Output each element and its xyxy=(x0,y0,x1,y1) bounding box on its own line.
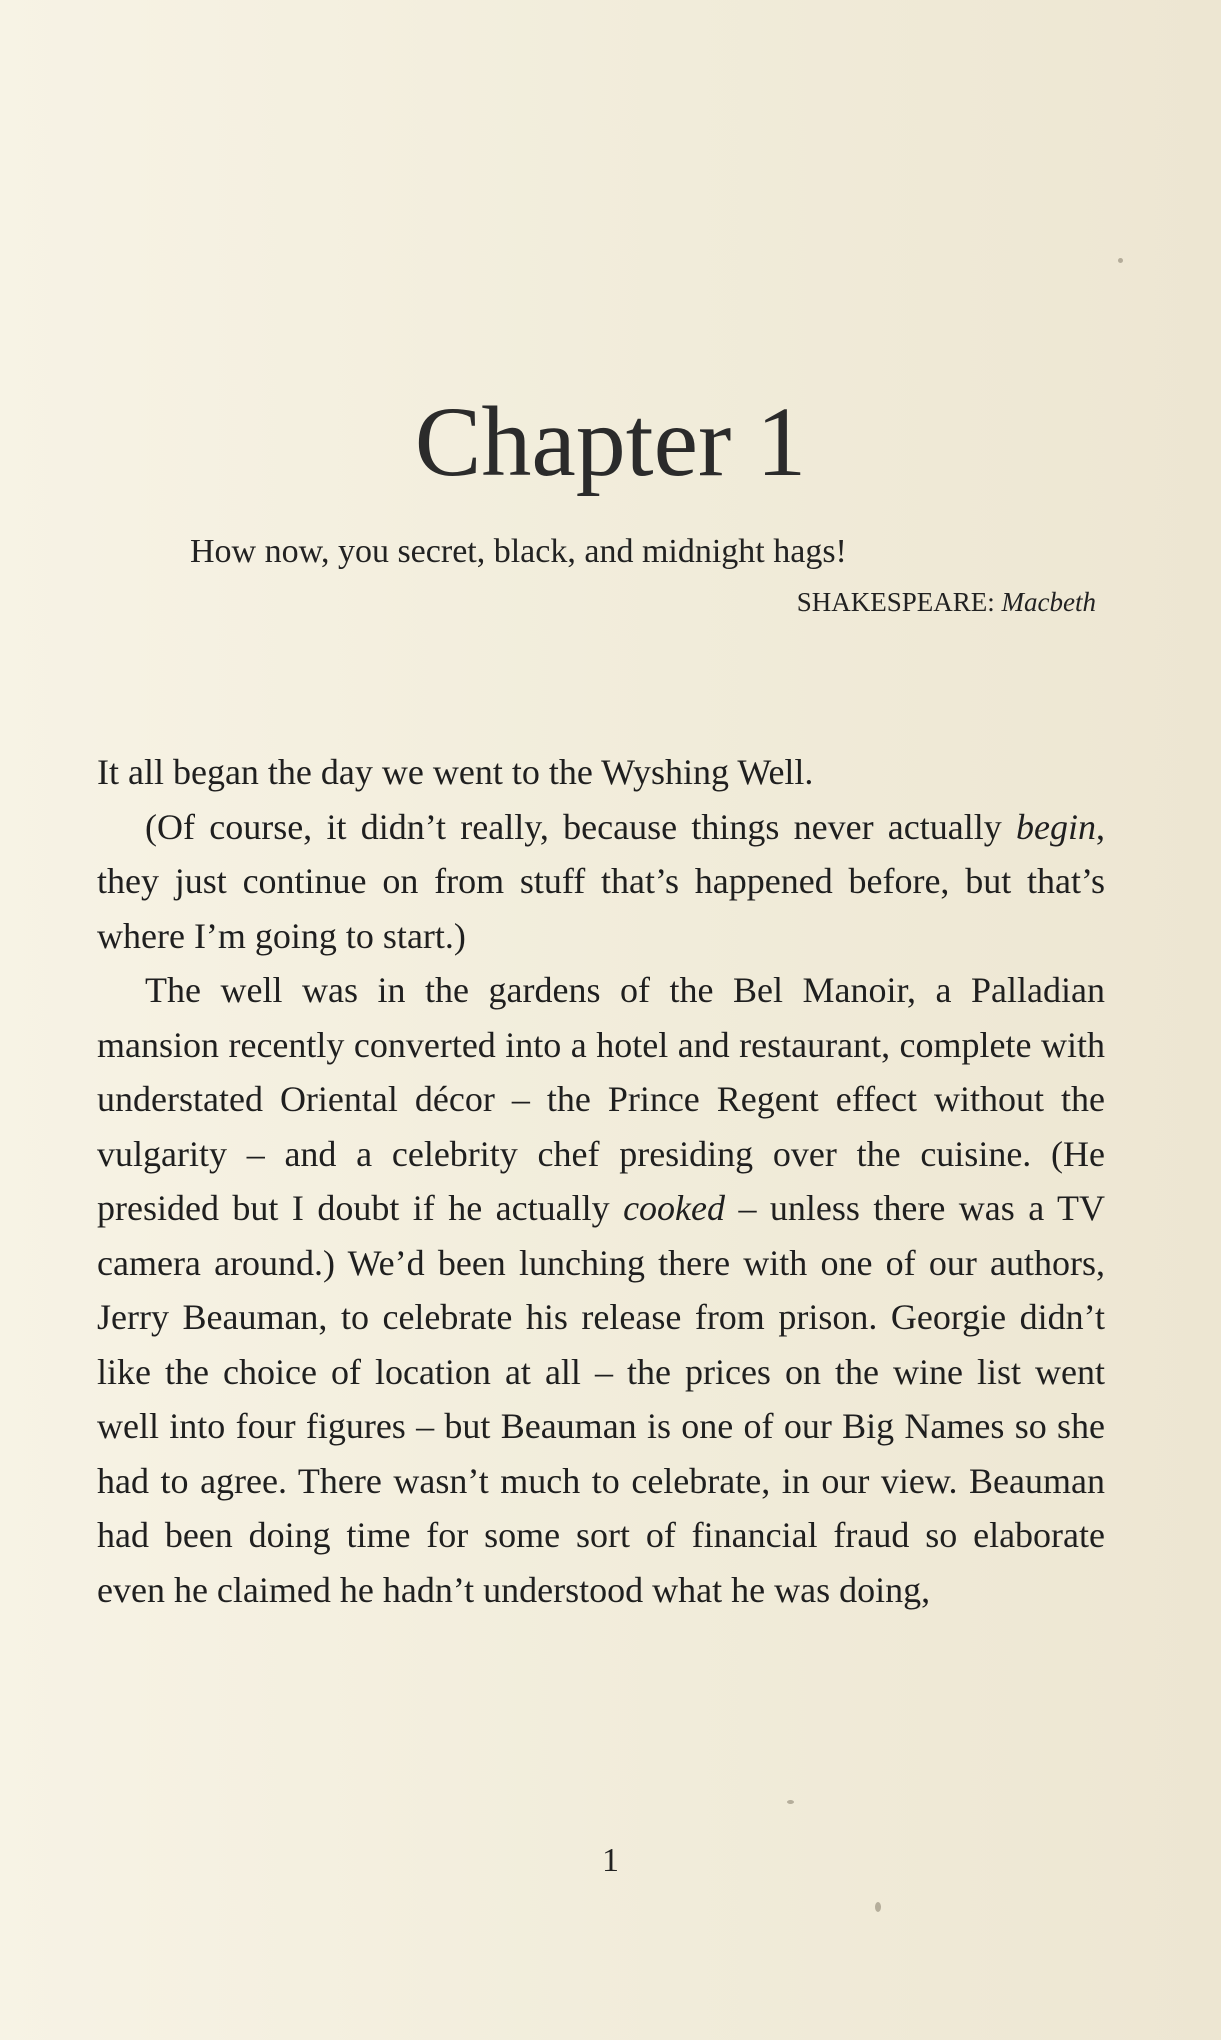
text-run: , they just continue on from stuff that’s happened before, but that’s where I’m going to start.) xyxy=(97,806,1105,956)
italic-text: begin xyxy=(1016,806,1096,847)
text-run: (Of course, it didn’t really, because things never actually xyxy=(145,806,1017,847)
epigraph-work: Macbeth xyxy=(1001,587,1096,617)
paper-speck xyxy=(875,1902,881,1912)
body-paragraph xyxy=(97,745,1105,800)
epigraph-author: SHAKESPEARE: xyxy=(796,587,995,617)
text-run: The well was in the gardens of the Bel Manoir, a Palladian mansion recently converted into a hotel and restaurant, complete with understated Oriental décor – the Prince Regent effect without the vulgarity – and a celebrity chef presiding over the cuisine. (He presided but I doubt if he actually xyxy=(97,970,1105,1228)
chapter-body-text xyxy=(97,745,1105,1617)
epigraph-attribution xyxy=(797,587,1096,618)
epigraph-quote: How now, you secret, black, and midnight hags! xyxy=(190,533,847,570)
paper-speck xyxy=(1118,258,1123,263)
paper-speck xyxy=(787,1800,794,1804)
italic-text: cooked xyxy=(623,1188,726,1228)
body-paragraph xyxy=(97,963,1105,1617)
body-paragraph xyxy=(97,800,1105,964)
chapter-title: Chapter 1 xyxy=(414,386,807,497)
text-run: – unless there was a TV camera around.) We’d been lunching there with one of our authors, Jerry Beauman, to celebrate his release from prison. Georgie didn’t like the choice of location at all – the prices on the wine list went well into four figures – but Beauman is one of our Big Names so she had to agree. There wasn’t much to celebrate, in our view. Beauman had been doing time for some sort of financial fraud so elaborate even he claimed he hadn’t understood what he was doing, xyxy=(97,1188,1106,1610)
page-number: 1 xyxy=(602,1842,619,1879)
text-run: It all began the day we went to the Wyshing Well. xyxy=(97,752,814,792)
